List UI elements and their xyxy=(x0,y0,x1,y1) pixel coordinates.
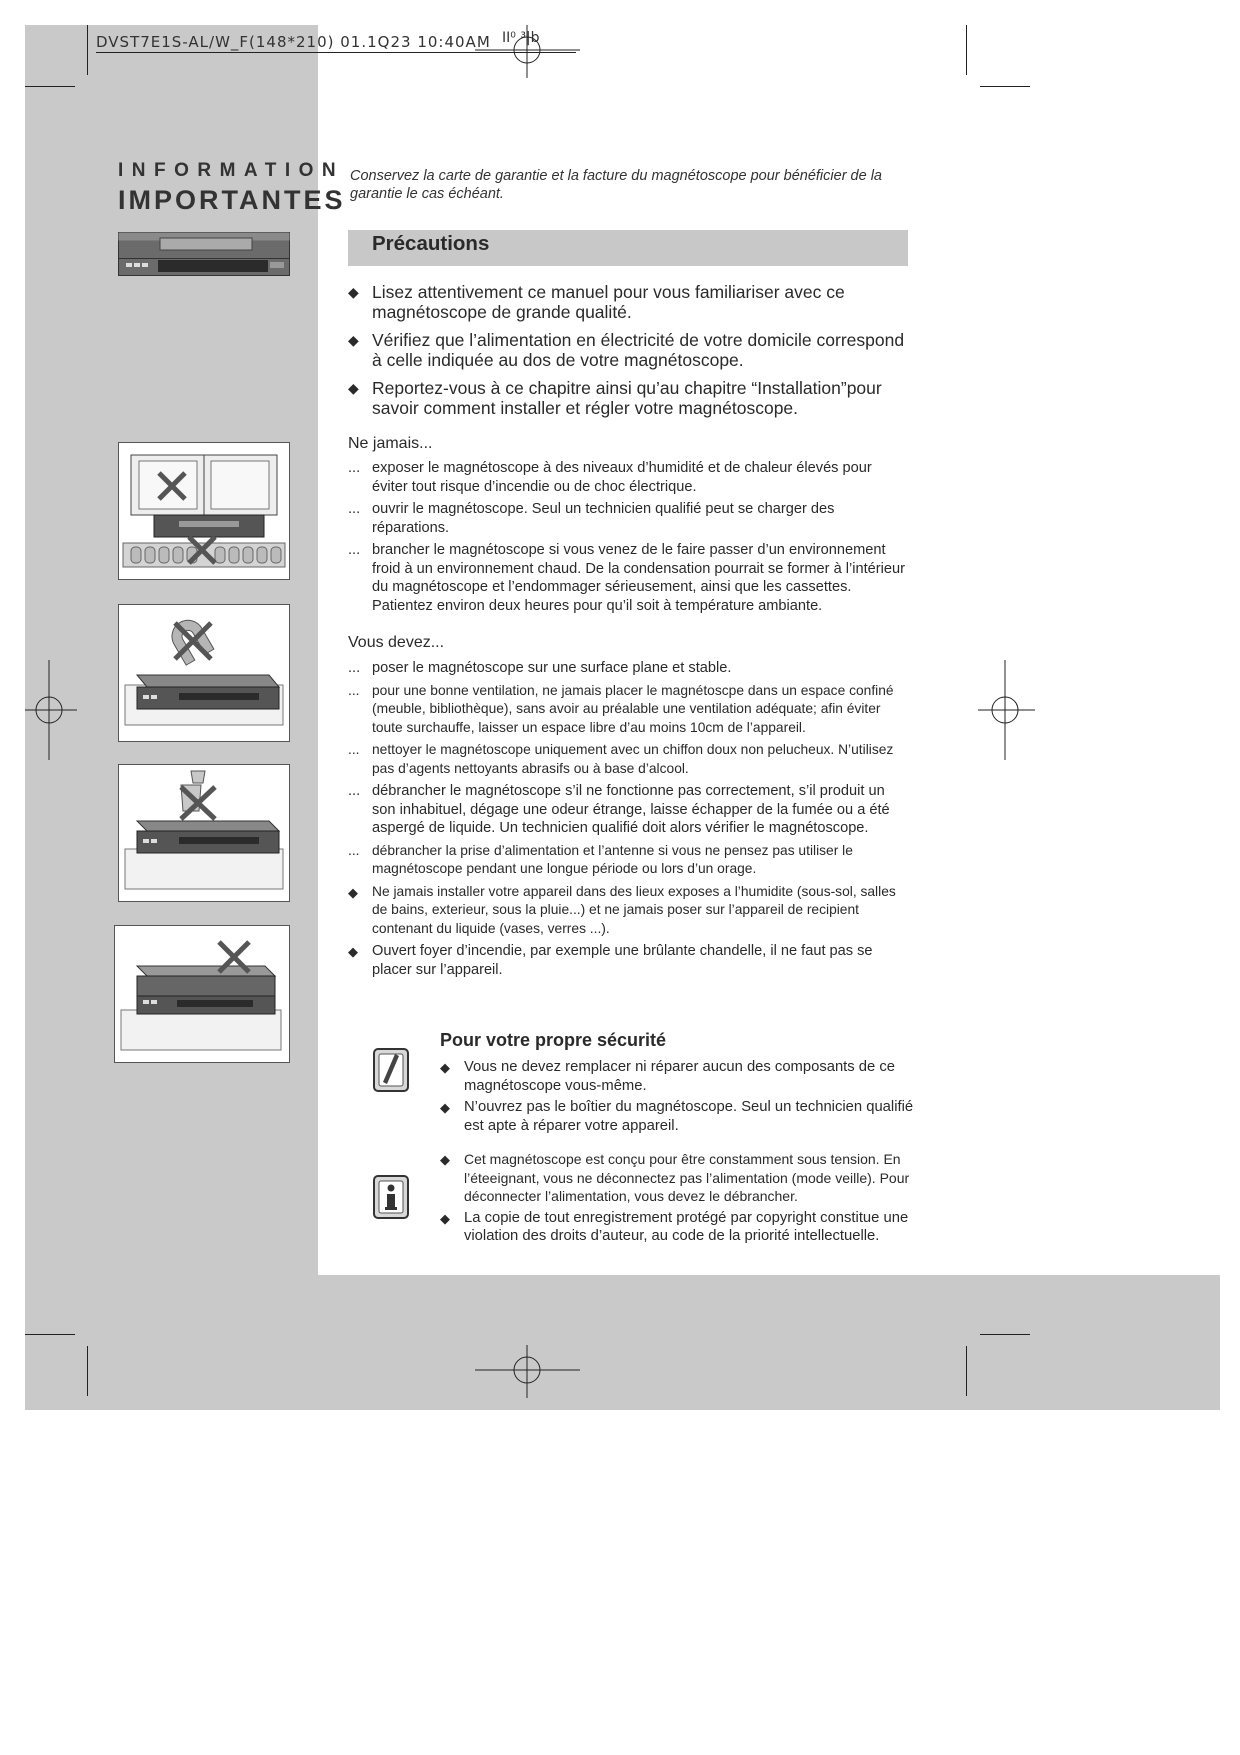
list-item: ◆ Ne jamais installer votre appareil dans des lieux exposes a l’humidite (sous-sol, salles de bains, exterieur, sous la pluie...) et ne jamais poser sur l’appareil de recipient contenant du liquide (vases, verres ...). xyxy=(348,883,896,936)
bullet-diamond-icon: ◆ xyxy=(440,1210,450,1226)
liquid-warning-icon xyxy=(118,764,290,902)
list-item: ◆ Vérifiez que l’alimentation en électricité de votre domicile correspond à celle indiquée au dos de votre magnétoscope. xyxy=(348,330,905,370)
crop-mark-tl-v xyxy=(87,25,88,75)
bullet-diamond-icon: ◆ xyxy=(440,1100,450,1115)
page-title-line1: INFORMATION xyxy=(118,160,345,181)
list-item: ... pour une bonne ventilation, ne jamais placer le magnétoscpe dans un espace confiné (meuble, bibliothèque), sans avoir au préalable une ventilation adéquate; afin éviter toute surchauffe, laisser un espace libre d’au moins 10cm de l’appareil. xyxy=(348,682,894,735)
safety-list-b xyxy=(440,1150,915,1249)
bullet-diamond-icon: ◆ xyxy=(348,284,359,300)
registration-mark-right xyxy=(970,660,1040,760)
page-title-line2: IMPORTANTES xyxy=(118,185,346,215)
bullet-diamond-icon: ◆ xyxy=(348,332,359,348)
registration-mark-bottom xyxy=(475,1340,580,1400)
precautions-list xyxy=(348,282,908,426)
bullet-diamond-icon: ◆ xyxy=(348,380,359,396)
list-item: ◆ Cet magnétoscope est conçu pour être constamment sous tension. En l’éteeignant, vous ne déconnectez pas l’alimentation (mode veille). Pour déconnecter l’alimentation, vous devez le débrancher. xyxy=(440,1151,910,1204)
safety-title: Pour votre propre sécurité xyxy=(440,1030,667,1050)
registration-mark-left xyxy=(25,660,85,760)
intro-text: Conservez la carte de garantie et la facture du magnétoscope pour bénéficier de la garantie le cas échéant. xyxy=(350,168,882,202)
bullet-diamond-icon: ◆ xyxy=(440,1060,450,1075)
print-header-mark: ⅠⅠ⁰ ³|b xyxy=(502,30,540,46)
list-item: ... ouvrir le magnétoscope. Seul un technicien qualifié peut se charger des réparations. xyxy=(348,501,835,536)
never-heading: Ne jamais... xyxy=(348,435,433,452)
list-item: ◆ La copie de tout enregistrement protégé par copyright constitue une violation des droits d’auteur, au code de la priorité intellectuelle. xyxy=(440,1209,909,1244)
crop-mark-tl-h xyxy=(25,86,75,87)
section-title: Précautions xyxy=(372,232,490,255)
crop-mark-bl-h xyxy=(25,1334,75,1335)
list-item: ... débrancher la prise d’alimentation et l’antenne si vous ne pensez pas utiliser le magnétoscope pendant une longue période ou lors d’un orage. xyxy=(348,842,853,876)
list-item: ... nettoyer le magnétoscope uniquement avec un chiffon doux non pelucheux. N’utilisez pas d’agents nettoyants abrasifs ou à base d’alcool. xyxy=(348,742,894,776)
crop-mark-br-v xyxy=(966,1346,967,1396)
list-item: ◆ Ouvert foyer d’incendie, par exemple une brûlante chandelle, il ne faut pas se placer sur l’appareil. xyxy=(348,943,873,978)
list-item: ◆ Lisez attentivement ce manuel pour vous familiariser avec ce magnétoscope de grande qualité. xyxy=(348,282,845,322)
crop-mark-tr-v xyxy=(966,25,967,75)
tool-icon xyxy=(373,1048,409,1092)
list-item: ... brancher le magnétoscope si vous venez de le faire passer d’un environnement froid à un environnement chaud. De la condensation pourrait se former à l’intérieur du magnétoscope et l’endommager sérieusement, ainsi que les cassettes. Patientez environ deux heures pour qu’il soit à température ambiante. xyxy=(348,542,905,614)
magnet-warning-icon xyxy=(118,604,290,742)
info-icon xyxy=(373,1175,409,1219)
must-list xyxy=(348,659,908,983)
never-list xyxy=(348,459,908,619)
crop-mark-br-h xyxy=(980,1334,1030,1335)
must-heading: Vous devez... xyxy=(348,634,445,651)
registration-mark-top xyxy=(475,20,580,80)
list-item: ... poser le magnétoscope sur une surface plane et stable. xyxy=(348,660,732,676)
bullet-diamond-icon: ◆ xyxy=(348,884,358,900)
safety-list-a xyxy=(440,1058,915,1138)
vcr-icon xyxy=(118,232,290,276)
crop-mark-tr-h xyxy=(980,86,1030,87)
stacking-warning-icon xyxy=(114,925,290,1063)
list-item: ... exposer le magnétoscope à des niveaux d’humidité et de chaleur élevés pour éviter tout risque d’incendie ou de choc électrique. xyxy=(348,460,872,495)
bullet-diamond-icon: ◆ xyxy=(348,944,358,959)
bullet-diamond-icon: ◆ xyxy=(440,1152,450,1167)
crop-mark-bl-v xyxy=(87,1346,88,1396)
list-item: ◆ N’ouvrez pas le boîtier du magnétoscope. Seul un technicien qualifié est apte à réparer votre appareil. xyxy=(440,1099,914,1134)
list-item: ... débrancher le magnétoscope s’il ne fonctionne pas correctement, s’il produit un son inhabituel, dégage une odeur étrange, laisse échapper de la fumée ou a été aspergé de liquide. Un technicien qualifié doit alors vérifier le magnétoscope. xyxy=(348,783,890,836)
window-heat-warning-icon xyxy=(118,442,290,580)
list-item: ◆ Vous ne devez remplacer ni réparer aucun des composants de ce magnétoscope vous-même. xyxy=(440,1059,896,1094)
print-header: DVST7E1S-AL/W_F(148*210) 01.1Q23 10:40AM xyxy=(96,33,491,51)
list-item: ◆ Reportez-vous à ce chapitre ainsi qu’au chapitre “Installation”pour savoir comment installer et régler votre magnétoscope. xyxy=(348,378,882,418)
